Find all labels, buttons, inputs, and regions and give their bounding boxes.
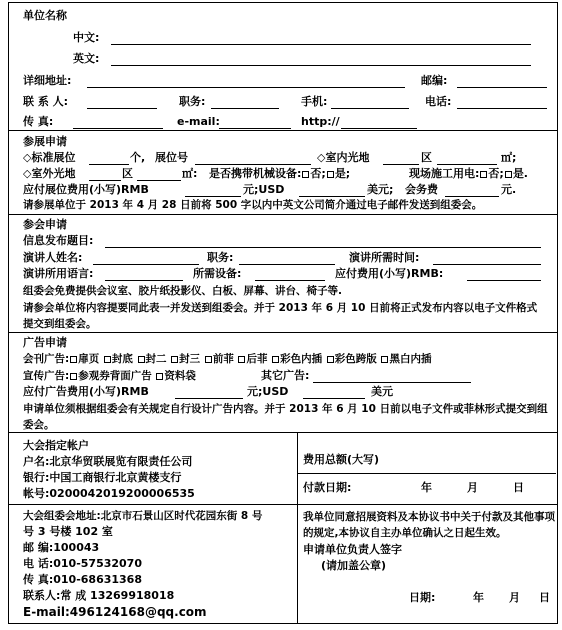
journal-ad-option-label: 封底 [111,353,133,365]
journal-ad-checkbox[interactable] [70,356,77,363]
other-ads-label: 其它广告: [261,369,310,382]
site-power-question: 现场施工用电: 否; 是. [409,167,528,180]
signature-label: 申请单位负责人签字 [303,543,402,556]
power-no-checkbox[interactable] [480,171,487,178]
standard-booth-count-field[interactable] [89,164,129,165]
member-fee-field[interactable] [445,196,499,197]
exhibit-section [9,131,557,215]
journal-ad-checkbox[interactable] [272,356,279,363]
language-field[interactable] [105,280,183,281]
indoor-sqm-field[interactable] [437,164,497,165]
conference-fee-label: 应付费用(小写)RMB: [335,267,444,280]
ads-fee-usd-unit: 美元 [371,385,393,398]
payment-month: 月 [467,481,478,494]
exhibit-title: 参展申请 [23,135,67,148]
journal-ad-option-label: 扉页 [78,353,100,365]
ads-fee-rmb-field[interactable] [175,398,243,399]
journal-ad-checkbox[interactable] [171,356,178,363]
organizer-address: 大会组委会地址:北京市石景山区时代花园东街 8 号 [23,510,263,522]
member-fee-label: 会务费 [405,183,438,196]
mobile-field[interactable] [331,108,409,109]
chinese-name-label: 中文: [73,31,100,44]
http-field[interactable] [341,128,417,129]
outdoor-space-label: ◇室外光地 [23,167,76,180]
journal-ad-checkbox[interactable] [381,356,388,363]
outdoor-sqm-label: ㎡: [182,167,198,180]
email-label: e-mail: [177,115,220,128]
organizer-tel: 电 话:010-57532070 [23,557,142,570]
equipment-field[interactable] [255,280,325,281]
chinese-name-field[interactable] [111,44,531,45]
journal-ad-checkbox[interactable] [238,356,245,363]
journal-ad-checkbox[interactable] [138,356,145,363]
journal-ad-option-label: 后菲 [246,353,268,365]
position-label: 职务: [179,95,206,108]
outdoor-zone-field[interactable] [89,180,121,181]
sign-day: 日 [539,591,550,604]
address-field[interactable] [87,87,405,88]
journal-ad-option-label: 彩色跨版 [334,353,377,365]
other-ads-field[interactable] [313,382,471,383]
journal-ad-checkbox[interactable] [104,356,111,363]
sign-date-label: 日期: [409,591,436,604]
english-name-label: 英文: [73,52,100,65]
journal-ad-option-label: 前菲 [212,353,234,365]
booth-fee-rmb-field[interactable] [185,196,241,197]
organizer-email[interactable]: E-mail:496124168@qq.com [23,605,207,619]
seal-label: (请加盖公章) [321,559,387,572]
account-title: 大会指定帐户 [23,439,89,452]
conference-note: 请参会单位将内容提要同此表一并发送到组委会。并于 2013 年 6 月 10 日前将正式发布内容以电子文件格式提交到组委会。 [23,302,538,330]
zip-field[interactable] [457,87,547,88]
speech-time-field[interactable] [433,264,541,265]
payment-year: 年 [421,481,432,494]
organizer-contact: 联系人:常 成 13269918018 [23,589,175,602]
booth-fee-usd-label: 元;USD [243,183,285,196]
indoor-space-label: ◇室内光地 [317,151,370,164]
conference-section [9,215,557,333]
account-number: 帐号:0200042019200006535 [23,487,195,500]
company-section [9,3,557,131]
ads-fee-usd-field[interactable] [303,398,365,399]
speech-time-label: 演讲所需时间: [349,251,420,264]
account-bank: 银行:中国工商银行北京黄楼支行 [23,471,182,484]
equipment-label: 所需设备: [193,267,242,280]
indoor-zone-field[interactable] [383,164,419,165]
agreement-text: 我单位同意招展资料及本协议书中关于付款及其他事项的规定,本协议自主办单位确认之日起生效。 [303,511,555,539]
member-fee-unit: 元. [501,183,517,196]
account-holder: 户名:北京华贸联展览有限责任公司 [23,455,193,468]
journal-ad-checkbox[interactable] [327,356,334,363]
ads-fee-label: 应付广告费用(小写)RMB [23,385,149,398]
topic-field[interactable] [105,247,541,248]
booth-fee-usd-unit: 美元; [367,183,394,196]
speaker-position-label: 职务: [207,251,234,264]
standard-booth-label: ◇标准展位 [23,151,76,164]
promo-bag-checkbox[interactable] [156,373,163,380]
payment-date-label: 付款日期: [303,481,352,494]
speaker-field[interactable] [93,264,199,265]
fax-label: 传 真: [23,115,54,128]
ads-note: 申请单位须根据组委会有关规定自行设计广告内容。并于 2013 年 6 月 10 日前以电子文件或菲林形式提交到组委会。 [23,403,548,431]
machine-no-checkbox[interactable] [302,171,309,178]
contact-label: 联 系 人: [23,95,69,108]
outdoor-zone-label: 区 [122,167,133,180]
exhibit-note: 请参展单位于 2013 年 4 月 28 日前将 500 字以内中英文公司简介通过电子邮件发送到组委会。 [23,199,483,211]
machine-question: 是否携带机械设备: 否; 是; [209,167,351,180]
speaker-label: 演讲人姓名: [23,251,83,264]
journal-ads-row: 会刊广告: 扉页 封底 封二 封三 前菲 后菲 彩色内插 彩色跨版 黑白内插 [23,353,432,365]
ads-title: 广告申请 [23,336,67,349]
journal-ad-option-label: 黑白内插 [389,353,432,365]
zip-label: 邮编: [421,74,448,87]
journal-ad-option-label: 彩色内插 [280,353,323,365]
journal-ad-checkbox[interactable] [205,356,212,363]
phone-field[interactable] [457,108,547,109]
promo-ticket-checkbox[interactable] [70,373,77,380]
payment-day: 日 [513,481,524,494]
sign-month: 月 [509,591,520,604]
sign-year: 年 [473,591,484,604]
machine-yes-checkbox[interactable] [327,171,334,178]
indoor-zone-label: 区 [421,151,432,164]
booth-no-field[interactable] [195,164,311,165]
ads-fee-usd-label: 元;USD [247,385,289,398]
company-name-label: 单位名称 [23,9,67,22]
total-amount-label: 费用总额(大写) [303,453,380,466]
organizer-section [9,505,557,623]
mobile-label: 手机: [301,95,328,108]
journal-ad-option-label: 封三 [179,353,201,365]
organizer-address-line2: 号 3 号楼 102 室 [23,525,113,538]
http-label: http:// [301,115,340,128]
conference-fee-field[interactable] [467,280,541,281]
booth-fee-label: 应付展位费用(小写)RMB [23,183,149,196]
power-yes-checkbox[interactable] [505,171,512,178]
english-name-field[interactable] [111,65,531,66]
conference-title: 参会申请 [23,218,67,231]
phone-label: 电话: [425,95,452,108]
promo-ads-row: 宣传广告: 参观券背面广告 资料袋 [23,370,196,382]
contact-field[interactable] [87,108,157,109]
ads-section [9,333,557,433]
booth-no-label: 展位号 [155,151,188,164]
unit-label: 个, [130,151,146,164]
topic-label: 信息发布题目: [23,234,94,247]
speaker-position-field[interactable] [239,264,335,265]
free-equipment-note: 组委会免费提供会议室、胶片纸投影仪、白板、屏幕、讲台、椅子等. [23,285,342,297]
journal-ad-option-label: 封二 [145,353,167,365]
position-field[interactable] [211,108,279,109]
language-label: 演讲所用语言: [23,267,94,280]
address-label: 详细地址: [23,74,72,87]
application-form [8,2,558,624]
outdoor-sqm-field[interactable] [137,180,181,181]
organizer-fax: 传 真:010-68631368 [23,573,142,586]
booth-fee-usd-field[interactable] [299,196,365,197]
email-field[interactable] [219,128,291,129]
organizer-zip: 邮 编:100043 [23,541,100,554]
indoor-sqm-label: ㎡; [501,151,517,164]
account-section [9,433,557,505]
fax-field[interactable] [73,128,163,129]
